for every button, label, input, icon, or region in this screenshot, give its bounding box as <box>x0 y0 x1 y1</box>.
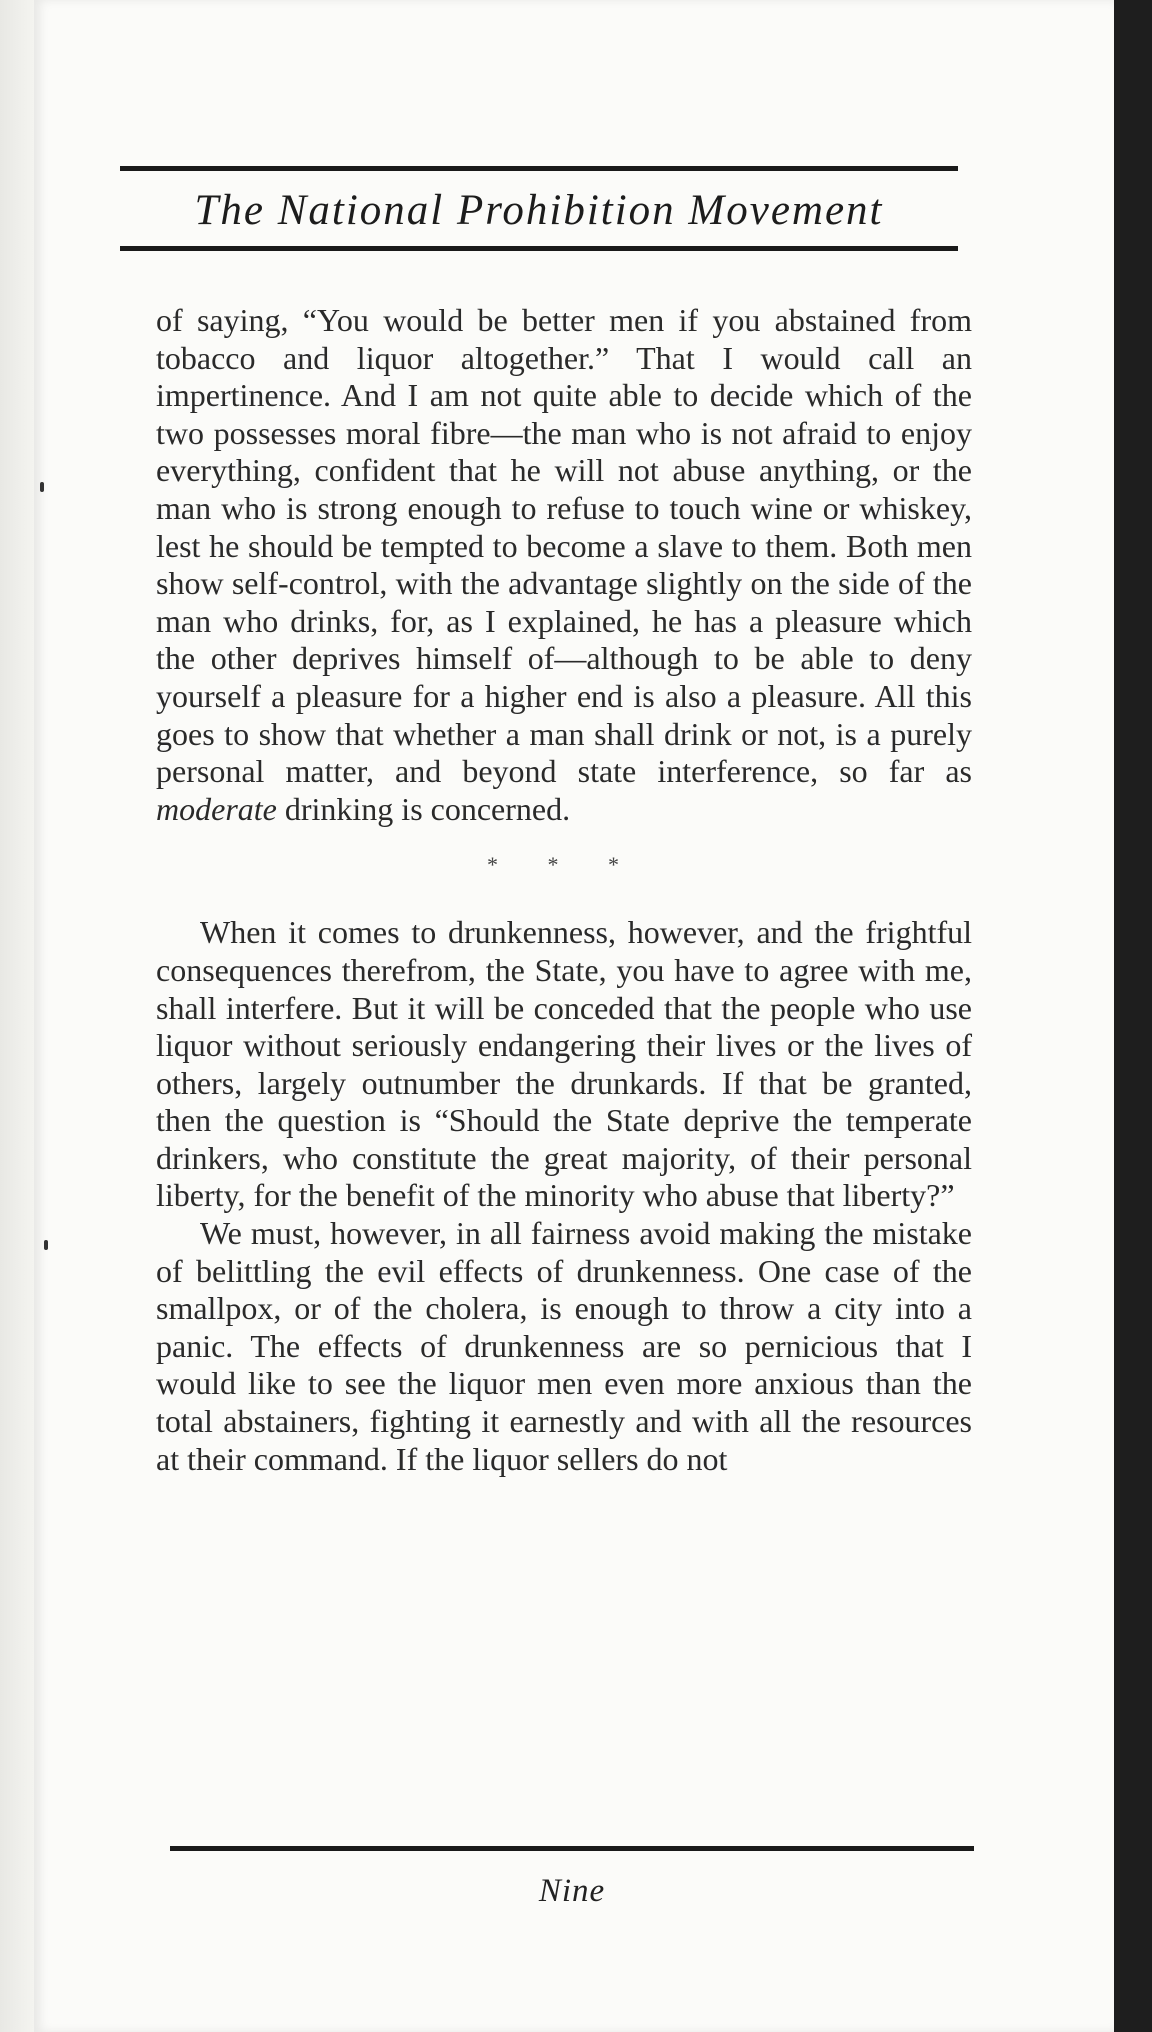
header-bottom-rule <box>120 246 958 251</box>
scan-right-margin <box>1114 0 1152 2032</box>
page-footer <box>170 1846 974 1910</box>
emphasis-moderate: moderate <box>156 790 277 827</box>
running-title: The National Prohibition Movement <box>194 187 884 234</box>
paragraph-3: We must, however, in all fairness avoid making the mistake of belittling the evil effects of drunkenness. One case of the smallpox, or of the cholera, is enough to throw a city into a panic. The effects of drunkenness are so pernicious that I would like to see the liquor men even more anxious than the total abstainers, fighting it earnestly and with all the resources at their command. If the liquor sellers do not <box>156 1215 972 1477</box>
section-separator: * * * <box>487 852 641 878</box>
page-left-edge <box>0 0 35 2032</box>
paragraph-continued <box>156 302 972 828</box>
paragraph-1-text: of saying, “You would be better men if you abstained from tobacco and liquor altogether.” That I would call an impertinence. And I am not quite able to decide which of the two possesses moral fibre—the man who is not afraid to enjoy everything, confident that he will not abuse anything, or the man who is strong enough to refuse to touch wine or whiskey, lest he should be tempted to become a slave to them. Both men show self-control, with the advantage slightly on the side of the man who drinks, for, as I explained, he has a pleasure which the other deprives himself of—although to be able to deny yourself a pleasure for a higher end is also a pleasure. All this goes to show that whether a man shall drink or not, is a purely personal matter, and beyond state interference, so far as <box>156 302 972 790</box>
footer-rule <box>170 1846 974 1851</box>
running-header <box>120 166 958 251</box>
paragraph-1-end: drinking is concerned. <box>284 790 571 827</box>
page-number: Nine <box>538 1873 606 1909</box>
paragraph-2: When it comes to drunkenness, however, and the frightful consequences therefrom, the State, you have to agree with me, shall interfere. But it will be conceded that the people who use liquor without seriously endangering their lives or the lives of others, largely outnumber the drunkards. If that be granted, then the question is “Should the State deprive the temperate drinkers, who constitute the great majority, of their personal liberty, for the benefit of the minority who abuse that liberty?” <box>156 914 972 1214</box>
page-body <box>156 302 972 1478</box>
scan-speck <box>44 1240 48 1250</box>
scan-speck <box>40 482 44 492</box>
